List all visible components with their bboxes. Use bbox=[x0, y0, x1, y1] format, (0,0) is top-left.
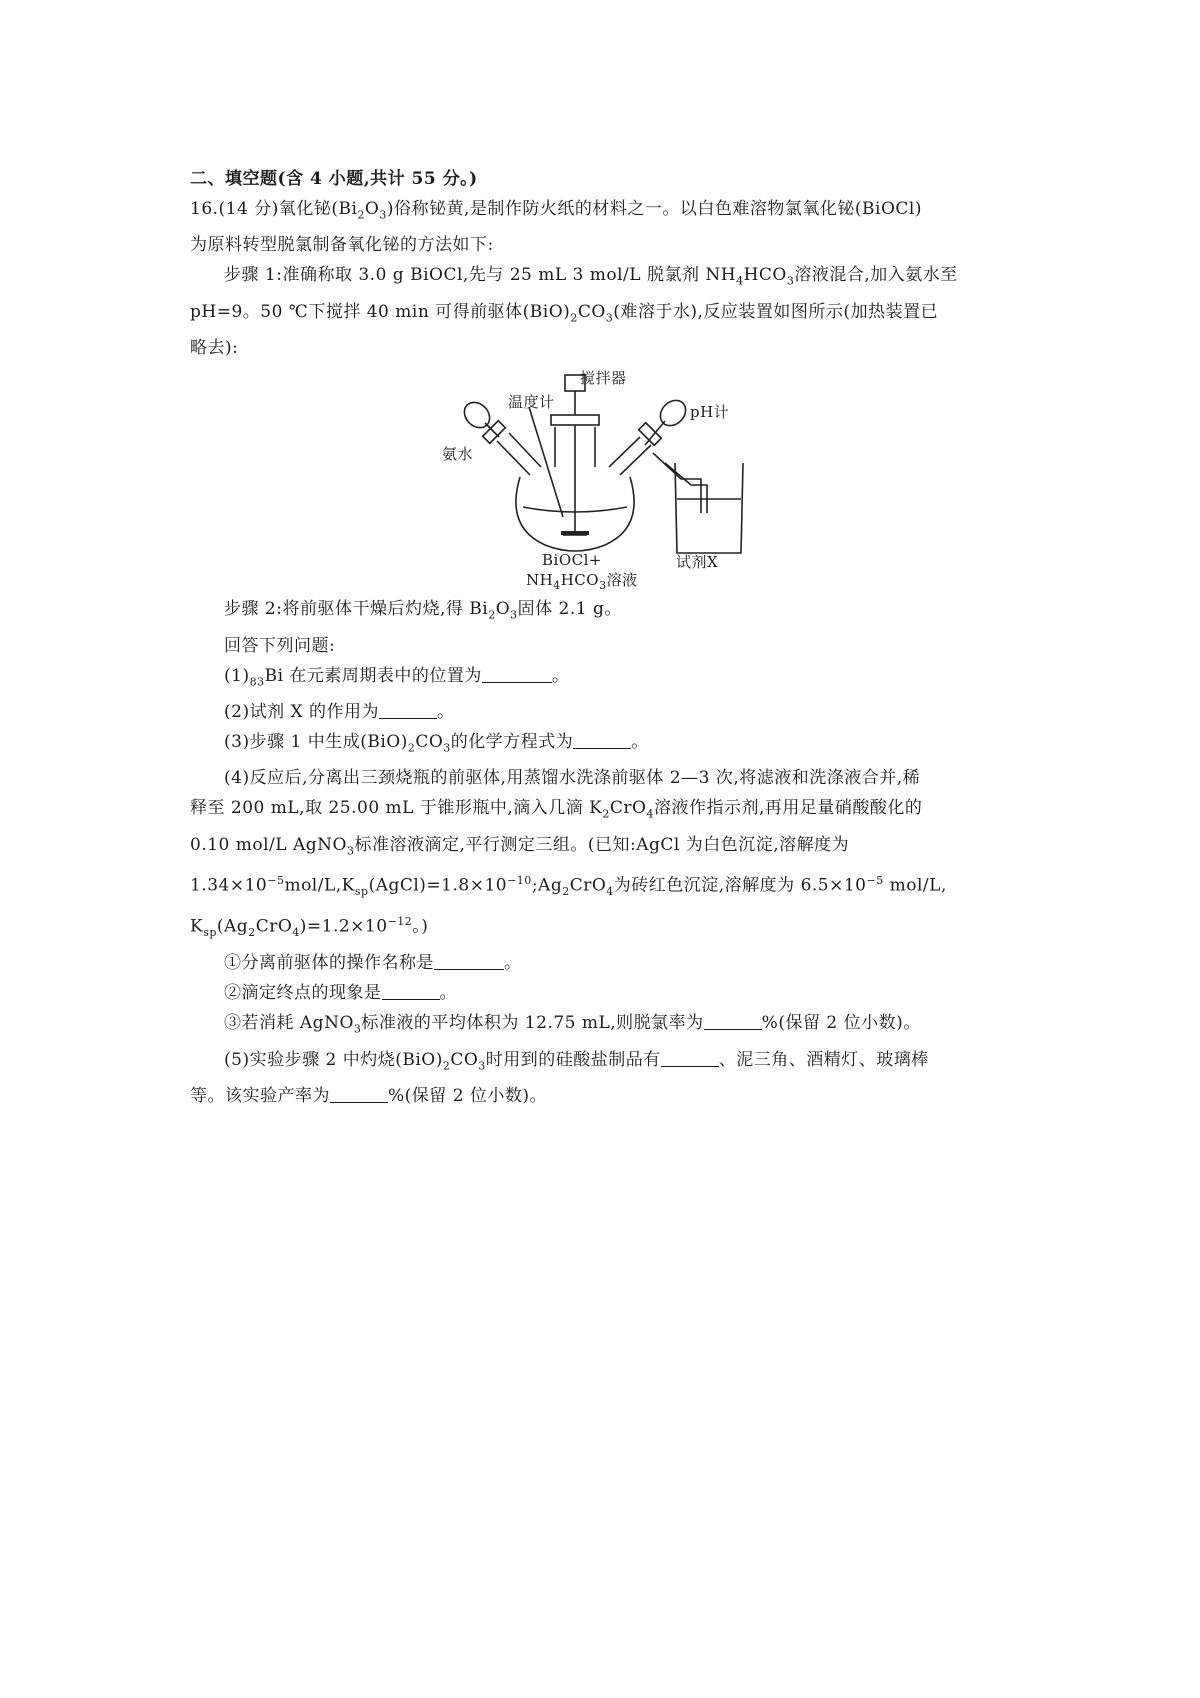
question-content bbox=[190, 164, 1058, 1111]
q16-intro-line2: 为原料转型脱氯制备氧化铋的方法如下: bbox=[190, 235, 494, 256]
question-5-line1: (5)实验步骤 2 中灼烧$(BiO)_2CO_3$时用到的硅酸盐制品有 、泥三角、酒精灯、玻璃棒 bbox=[224, 1049, 929, 1072]
answer-blank-3[interactable] bbox=[573, 730, 631, 749]
question-4-line2: 释至 200 mL,取 25.00 mL 于锥形瓶中,滴入几滴 $K_2CrO_4$溶液作指示剂,再用足量硝酸酸化的 bbox=[190, 798, 923, 821]
answer-blank-4-2[interactable] bbox=[382, 981, 440, 1000]
section-heading: 二、填空题(含 4 小题,共计 55 分。) bbox=[190, 169, 478, 189]
question-4-sub3: ③若消耗 AgNO$_3$标准液的平均体积为 12.75 mL,则脱氯率为 %(保留 2 位小数)。 bbox=[224, 1013, 921, 1036]
question-4-line5: $K_{sp}(Ag_2CrO_4)=1.2\times 10^{-12}$。) bbox=[190, 915, 429, 940]
answer-blank-2[interactable] bbox=[379, 700, 437, 719]
q16-intro-line1: 16.(14 分)氧化铋$(Bi_2O_3)$俗称铋黄,是制作防火纸的材料之一。以白色难溶物氯氧化铋(BiOCl) bbox=[190, 199, 922, 222]
label-ammonia: 氨水 bbox=[442, 445, 474, 464]
answer-blank-4-1[interactable] bbox=[434, 951, 504, 970]
question-4-line4: $1.34\times 10^{-5}mol/L,K_{sp}(AgCl)=1.8\times 10^{-10};Ag_2CrO_4$为砖红色沉淀,溶解度为 $6.5\times 10^{-5}$ mol/L, bbox=[190, 874, 947, 899]
label-reagent-x: 试剂X bbox=[676, 553, 719, 572]
label-ph-meter: pH计 bbox=[690, 403, 730, 422]
label-flask-contents-1: BiOCl+ bbox=[542, 551, 602, 570]
three-neck-flask-diagram bbox=[425, 367, 785, 592]
label-flask-contents-2: $NH_4HCO_3$溶液 bbox=[526, 571, 638, 593]
question-4-sub2: ②滴定终点的现象是 。 bbox=[224, 983, 457, 1004]
question-4-sub1: ①分离前驱体的操作名称是 。 bbox=[224, 953, 522, 974]
answer-blank-5-2[interactable] bbox=[330, 1084, 388, 1103]
answer-blank-1[interactable] bbox=[482, 664, 552, 683]
answer-prompt: 回答下列问题: bbox=[224, 635, 336, 656]
question-4-line1: (4)反应后,分离出三颈烧瓶的前驱体,用蒸馏水洗涤前驱体 2—3 次,将滤液和洗涤液合并,稀 bbox=[224, 768, 921, 789]
question-1: $(1)_{83}Bi$ 在元素周期表中的位置为 。 bbox=[224, 665, 570, 688]
answer-blank-5-1[interactable] bbox=[661, 1048, 719, 1067]
question-5-line2: 等。该实验产率为 %(保留 2 位小数)。 bbox=[190, 1086, 548, 1106]
step1-line3: 略去): bbox=[190, 338, 239, 359]
step2-line: 步骤 2:将前驱体干燥后灼烧,得 $Bi_2O_3$固体 2.1 g。 bbox=[224, 599, 622, 622]
label-thermometer: 温度计 bbox=[508, 393, 555, 412]
question-4-line3: 0.10 mol/L AgNO$_3$标准溶液滴定,平行测定三组。(已知:AgCl 为白色沉淀,溶解度为 bbox=[190, 834, 850, 858]
answer-blank-4-3[interactable] bbox=[704, 1011, 762, 1030]
question-3: (3)步骤 1 中生成$(BiO)_2CO_3$的化学方程式为 。 bbox=[224, 731, 649, 755]
step1-line2: pH=9。50 ℃下搅拌 40 min 可得前驱体$(BiO)_2CO_3$(难溶于水),反应装置如图所示(加热装置已 bbox=[190, 301, 939, 325]
question-2: (2)试剂 X 的作用为 。 bbox=[224, 701, 455, 722]
label-stirrer: 搅拌器 bbox=[580, 369, 627, 388]
step1-line1: 步骤 1:准确称取 3.0 g BiOCl,先与 25 mL 3 mol/L 脱氯剂 $NH_4HCO_3$溶液混合,加入氨水至 bbox=[224, 265, 958, 288]
apparatus-figure bbox=[190, 367, 1058, 592]
